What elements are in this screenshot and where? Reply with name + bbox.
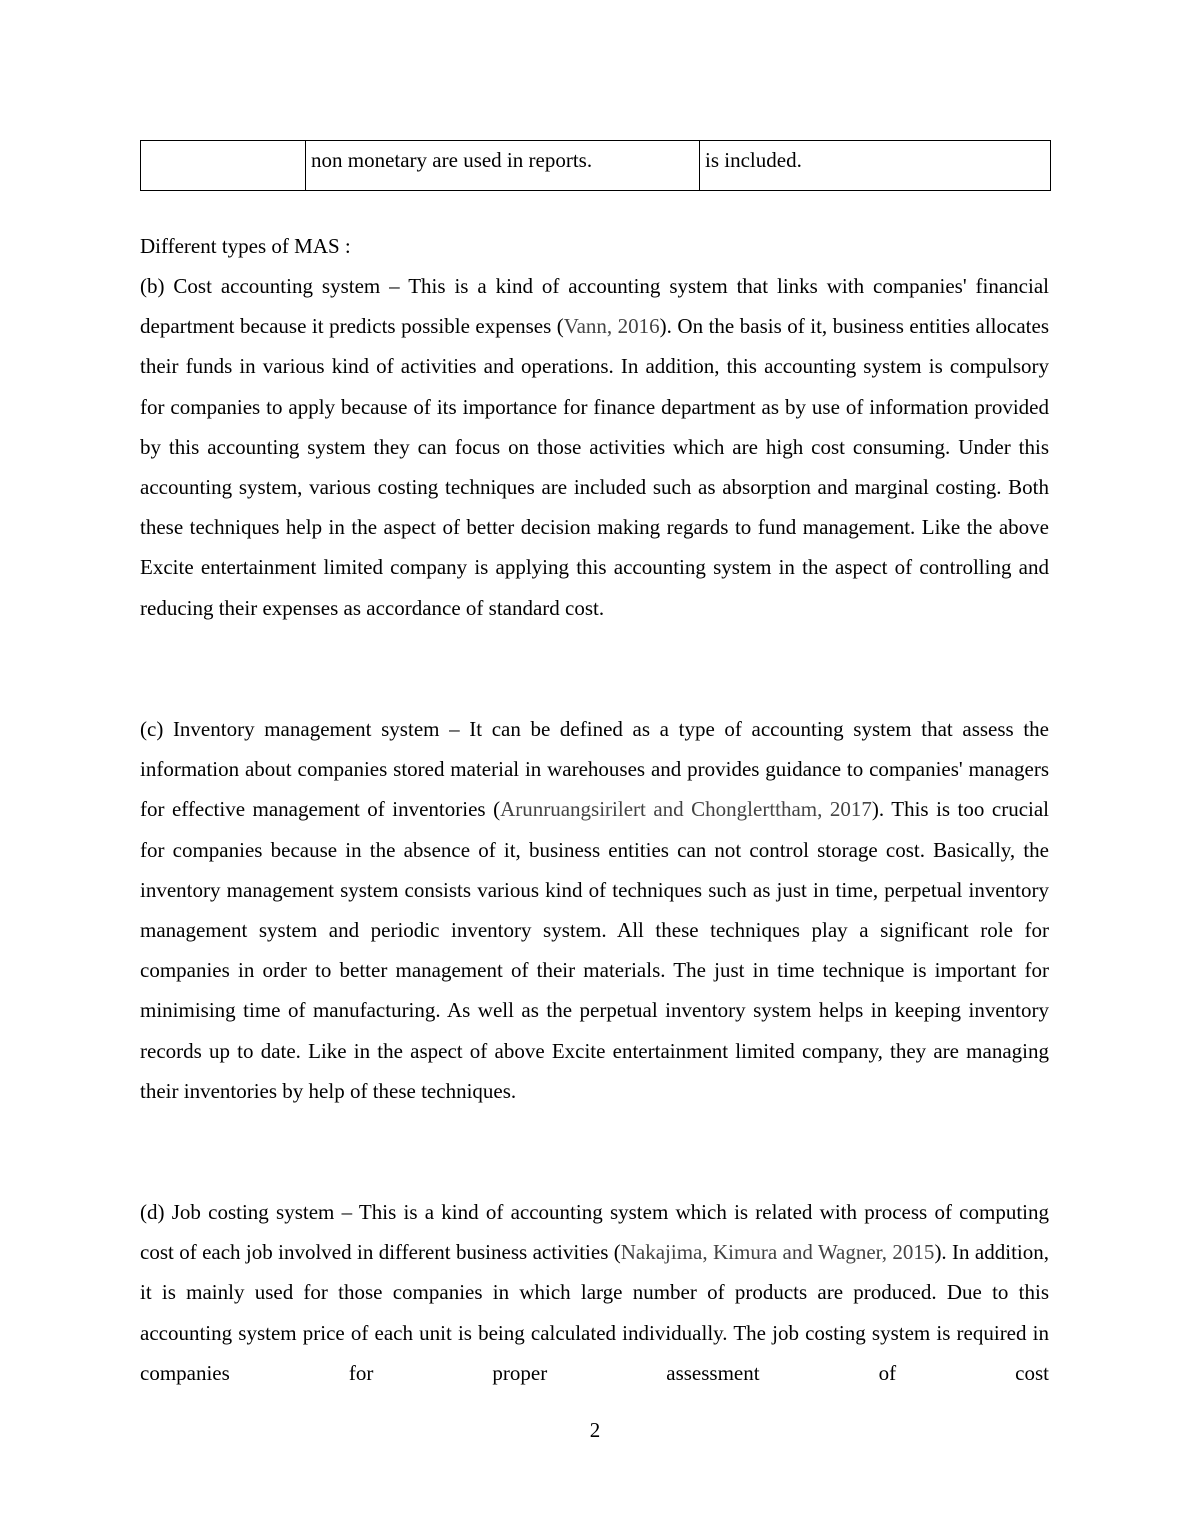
paragraph-text: (b) Cost accounting system – This is a kind of accounting system that links with companies' financial department because it predicts possible expenses ( [140, 274, 1049, 339]
table-cell: non monetary are used in reports. [306, 141, 700, 191]
table-row [141, 141, 1051, 191]
citation: Vann, 2016 [563, 314, 660, 339]
section-heading: Different types of MAS : [140, 234, 351, 258]
citation: Arunruangsirilert and Chonglerttham, 2017 [500, 797, 872, 822]
table-cell: is included. [700, 141, 1051, 191]
paragraph-cost-accounting [140, 266, 1049, 628]
paragraph-inventory-management [140, 709, 1049, 1111]
paragraph-text: ). In addition, it is mainly used for those companies in which large number of products are produced. Due to this accounting system price of each unit is being calculated individually. The job costing system is required in companies for proper assessment of cost [140, 1240, 1050, 1385]
paragraph-text: (d) Job costing system – This is a kind of accounting system which is related with process of computing cost of each job involved in different business activities ( [140, 1200, 1049, 1265]
paragraph-text: ). This is too crucial for companies because in the absence of it, business entities can not control storage cost. Basically, the inventory management system consists various kind of techniques such as just in time, perpetual inventory management system and periodic inventory system. All these techniques play a significant role for companies in order to better management of their materials. The just in time technique is important for minimising time of manufacturing. As well as the perpetual inventory system helps in keeping inventory records up to date. Like in the aspect of above Excite entertainment limited company, they are managing their inventories by help of these techniques. [140, 797, 1050, 1103]
page-number: 2 [589, 1418, 601, 1442]
paragraph-text: ). On the basis of it, business entities allocates their funds in various kind of activities and operations. In addition, this accounting system is compulsory for companies to apply because of its importance for finance department as by use of information provided by this accounting system they can focus on those activities which are high cost consuming. Under this accounting system, various costing techniques are included such as absorption and marginal costing. Both these techniques help in the aspect of better decision making regards to fund management. Like the above Excite entertainment limited company is applying this accounting system in the aspect of controlling and reducing their expenses as accordance of standard cost. [140, 314, 1049, 620]
paragraph-text: (c) Inventory management system – It can be defined as a type of accounting system that assess the information about companies stored material in warehouses and provides guidance to companies' managers for effective management of inventories ( [140, 717, 1049, 822]
table-cell [141, 141, 306, 191]
citation: Nakajima, Kimura and Wagner, 2015 [620, 1240, 935, 1265]
paragraph-job-costing [140, 1192, 1049, 1393]
continued-table [140, 140, 1051, 191]
